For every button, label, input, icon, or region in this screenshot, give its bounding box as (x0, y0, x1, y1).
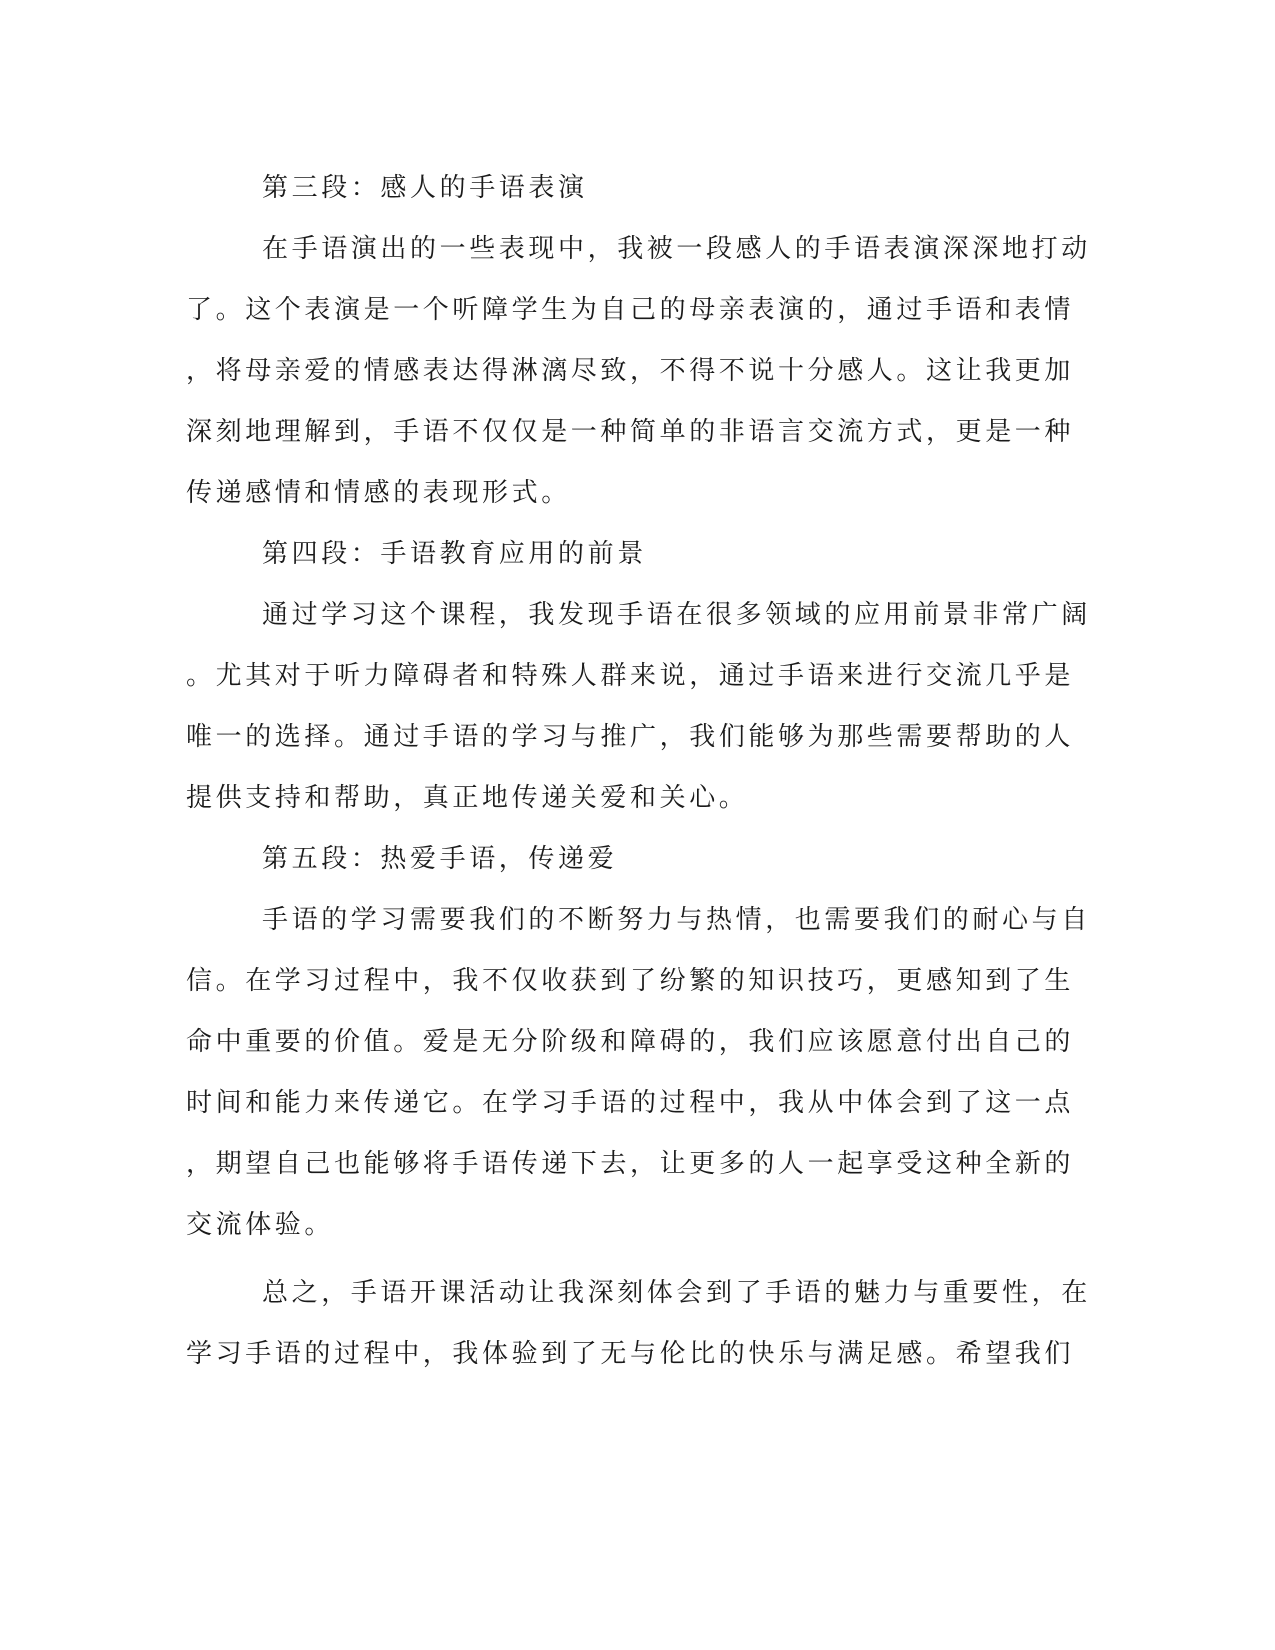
paragraph-line: 总之，手语开课活动让我深刻体会到了手语的魅力与重要性，在 (262, 1278, 1091, 1308)
paragraph-line: 信。在学习过程中，我不仅收获到了纷繁的知识技巧，更感知到了生 (186, 966, 1075, 996)
paragraph-line: ，期望自己也能够将手语传递下去，让更多的人一起享受这种全新的 (186, 1149, 1075, 1179)
paragraph-line: 深刻地理解到，手语不仅仅是一种简单的非语言交流方式，更是一种 (186, 417, 1075, 447)
paragraph-line: 了。这个表演是一个听障学生为自己的母亲表演的，通过手语和表情 (186, 295, 1075, 325)
paragraph-line: 交流体验。 (186, 1210, 335, 1240)
paragraph-line: 命中重要的价值。爱是无分阶级和障碍的，我们应该愿意付出自己的 (186, 1027, 1075, 1057)
paragraph-line: 手语的学习需要我们的不断努力与热情，也需要我们的耐心与自 (262, 905, 1091, 935)
paragraph-line: 在手语演出的一些表现中，我被一段感人的手语表演深深地打动 (262, 234, 1091, 264)
paragraph-line: 学习手语的过程中，我体验到了无与伦比的快乐与满足感。希望我们 (186, 1339, 1075, 1369)
paragraph-line: 时间和能力来传递它。在学习手语的过程中，我从中体会到了这一点 (186, 1088, 1075, 1118)
section-heading: 第三段：感人的手语表演 (262, 173, 588, 203)
paragraph-line: ，将母亲爱的情感表达得淋漓尽致，不得不说十分感人。这让我更加 (186, 356, 1075, 386)
paragraph-line: 传递感情和情感的表现形式。 (186, 478, 571, 508)
section-heading: 第四段：手语教育应用的前景 (262, 539, 647, 569)
section-heading: 第五段：热爱手语，传递爱 (262, 844, 618, 874)
paragraph-line: 提供支持和帮助，真正地传递关爱和关心。 (186, 783, 749, 813)
paragraph-line: 。尤其对于听力障碍者和特殊人群来说，通过手语来进行交流几乎是 (186, 661, 1075, 691)
paragraph-line: 唯一的选择。通过手语的学习与推广，我们能够为那些需要帮助的人 (186, 722, 1075, 752)
paragraph-line: 通过学习这个课程，我发现手语在很多领域的应用前景非常广阔 (262, 600, 1091, 630)
